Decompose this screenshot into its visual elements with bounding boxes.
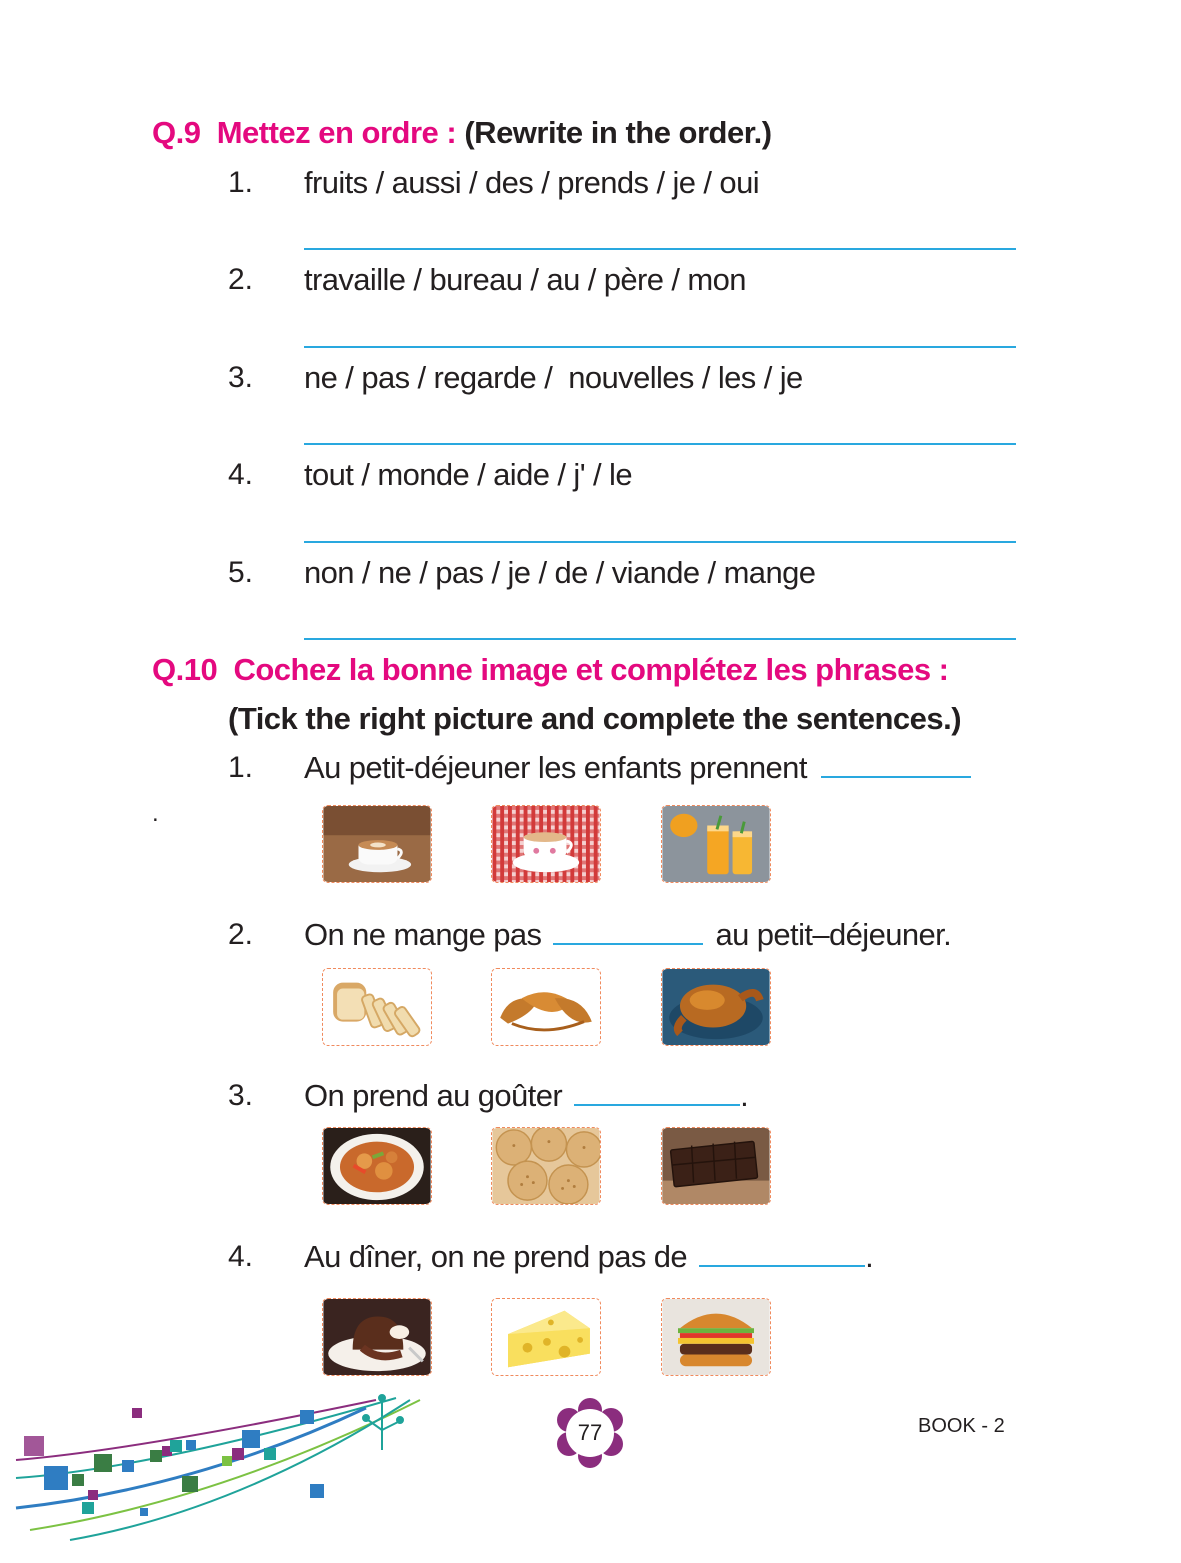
q9-item-3-answer-line[interactable]	[304, 443, 1016, 445]
biscuits-icon[interactable]	[491, 1127, 601, 1205]
q9-item-1-number: 1.	[228, 166, 254, 199]
q9-item-2-text: travaille / bureau / au / père / mon	[304, 262, 746, 297]
sliced-bread-icon[interactable]	[322, 968, 432, 1046]
q10-item-3-text-after: .	[740, 1078, 749, 1113]
q10-item-2-text-before: On ne mange pas	[304, 917, 542, 952]
q9-item-1-answer-line[interactable]	[304, 248, 1016, 250]
q10-item-2-answer-blank[interactable]	[553, 942, 703, 945]
q9-label: Q.9	[152, 115, 201, 150]
q10-item-1-answer-blank[interactable]	[821, 775, 971, 778]
q9-item-4-answer-line[interactable]	[304, 541, 1016, 543]
q9-item-1-text: fruits / aussi / des / prends / je / oui	[304, 165, 760, 200]
q10-item-1-text-before: Au petit-déjeuner les enfants prennent	[304, 750, 807, 785]
q9-item-5-number: 5.	[228, 556, 254, 589]
cheese-icon[interactable]	[491, 1298, 601, 1376]
croissant-icon[interactable]	[491, 968, 601, 1046]
book-label: BOOK - 2	[918, 1415, 1005, 1437]
chocolate-bar-icon[interactable]	[661, 1127, 771, 1205]
q10-item-4-number: 4.	[228, 1240, 254, 1273]
q10-label: Q.10	[152, 652, 218, 687]
q10-item-2-text-after: au petit–déjeuner.	[715, 917, 952, 952]
chicken-curry-icon[interactable]	[322, 1127, 432, 1205]
coffee-cup-icon[interactable]	[322, 805, 432, 883]
q10-item-4-answer-blank[interactable]	[699, 1264, 865, 1267]
burger-icon[interactable]	[661, 1298, 771, 1376]
q10-item-2-number: 2.	[228, 918, 254, 951]
q10-item-4-text-before: Au dîner, on ne prend pas de	[304, 1239, 688, 1274]
q9-item-5-text: non / ne / pas / je / de / viande / mange	[304, 555, 816, 590]
q9-heading	[152, 115, 772, 151]
q10-heading	[152, 652, 949, 688]
q9-item-5-answer-line[interactable]	[304, 638, 1016, 640]
q10-item-4-sentence	[304, 1239, 873, 1275]
q10-item-3-sentence	[304, 1078, 748, 1114]
q10-item-4-text-after: .	[865, 1239, 874, 1274]
q9-title-en: (Rewrite in the order.)	[464, 115, 772, 150]
page-number: 77	[577, 1420, 603, 1445]
q10-item-3-text-before: On prend au goûter	[304, 1078, 563, 1113]
q9-item-3-number: 3.	[228, 361, 254, 394]
q9-item-3-text: ne / pas / regarde / nouvelles / les / je	[304, 360, 803, 395]
q10-item-1-sentence	[304, 750, 971, 786]
q9-item-2-answer-line[interactable]	[304, 346, 1016, 348]
q10-title-en: (Tick the right picture and complete the sentences.)	[228, 701, 962, 736]
q10-item-3-answer-blank[interactable]	[574, 1103, 740, 1106]
footer-wave-decoration	[10, 1390, 430, 1550]
q10-title-fr: Cochez la bonne image et complétez les phrases :	[233, 652, 949, 687]
q9-item-4-text: tout / monde / aide / j' / le	[304, 457, 632, 492]
stray-mark: .	[152, 800, 159, 827]
chocolate-lava-cake-icon[interactable]	[322, 1298, 432, 1376]
q9-item-2-number: 2.	[228, 263, 254, 296]
mango-juice-icon[interactable]	[661, 805, 771, 883]
q10-item-3-number: 3.	[228, 1079, 254, 1112]
q10-item-2-sentence	[304, 917, 951, 953]
q9-item-4-number: 4.	[228, 458, 254, 491]
q9-title-fr: Mettez en ordre :	[216, 115, 457, 150]
tea-cup-icon[interactable]	[491, 805, 601, 883]
page-number-badge	[555, 1398, 625, 1468]
roast-chicken-icon[interactable]	[661, 968, 771, 1046]
q10-item-1-number: 1.	[228, 751, 254, 784]
